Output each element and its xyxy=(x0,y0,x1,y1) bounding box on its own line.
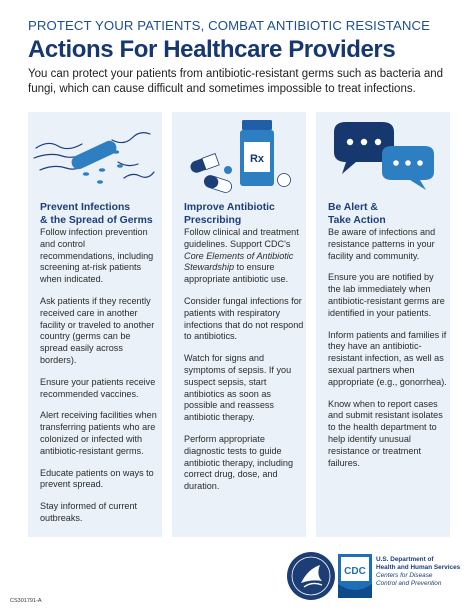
hhs-seal-icon xyxy=(286,551,336,601)
paragraph: Know when to report cases and submit resistant isolates to the health department to help identify unusual resistance or treatment failures. xyxy=(328,398,443,468)
page-kicker: PROTECT YOUR PATIENTS, COMBAT ANTIBIOTIC RESISTANCE xyxy=(28,18,430,33)
page-title: Actions For Healthcare Providers xyxy=(28,36,396,63)
cdc-logo xyxy=(338,554,372,598)
paragraph: Perform appropriate diagnostic tests to guide antibiotic therapy, including correct drug, dose, and duration. xyxy=(184,433,294,492)
column-heading: Prevent Infections & the Spread of Germs xyxy=(40,202,153,226)
paragraph: Alert receiving facilities when transferring patients who are colonized or infected with antibiotic-resistant germs. xyxy=(40,410,157,456)
column-improve-prescribing xyxy=(172,112,306,537)
column-body xyxy=(40,227,160,535)
column-prevent-infections xyxy=(28,112,162,537)
bacteria-icon xyxy=(28,112,162,198)
column-heading: Improve Antibiotic Prescribing xyxy=(184,202,275,226)
column-body xyxy=(184,227,304,503)
paragraph: Ensure you are notified by the lab immediately when antibiotic-resistant germs are identified in your patients. xyxy=(328,272,445,318)
paragraph: Consider fungal infections for patients with respiratory infections that do not respond to antibiotics. xyxy=(184,295,304,342)
column-heading: Be Alert & Take Action xyxy=(328,202,386,226)
rx-label: Rx xyxy=(249,153,265,165)
column-body xyxy=(328,227,448,479)
paragraph: Be aware of infections and resistance patterns in your facility and community. xyxy=(328,227,436,261)
paragraph: Ensure your patients receive recommended vaccines. xyxy=(40,376,156,399)
cdc-logo-text: CDC xyxy=(344,566,366,577)
core-elements-title: Core Elements of Antibiotic Stewardship xyxy=(184,250,294,273)
paragraph: Ask patients if they recently received care in another facility or traveled to another country (germs can be spread easily across borders). xyxy=(40,295,155,365)
pill-bottle-icon xyxy=(172,112,306,198)
paragraph: Inform patients and families if they have an antibiotic-resistant infection, as well as sexual partners when appropriate (e.g., gonorrhea). xyxy=(328,329,447,387)
intro-text: You can protect your patients from antibiotic-resistant germs such as bacteria and fungi, which can cause difficult and sometimes impossible to treat infections. xyxy=(28,68,444,95)
paragraph: Stay informed of current outbreaks. xyxy=(40,501,138,523)
column-be-alert xyxy=(316,112,450,537)
organization-name: U.S. Department of Health and Human Services Centers for Disease Control and Prevention xyxy=(376,556,461,587)
paragraph: Watch for signs and symptoms of sepsis. If you suspect sepsis, start antibiotics as soon as possible and reassess antibiotic therapy. xyxy=(184,353,292,423)
paragraph: Educate patients on ways to prevent spread. xyxy=(40,467,154,490)
document-code: CS301791-A xyxy=(10,598,42,604)
chat-bubbles-icon xyxy=(316,112,450,198)
paragraph: Follow clinical and treatment guidelines. Support CDC's Core Elements of Antibiotic Stewardship to ensure appropriate antibiotic use. xyxy=(184,227,299,285)
paragraph: Follow infection prevention and control recommendations, including screening at-risk patients when indicated. xyxy=(40,227,154,285)
